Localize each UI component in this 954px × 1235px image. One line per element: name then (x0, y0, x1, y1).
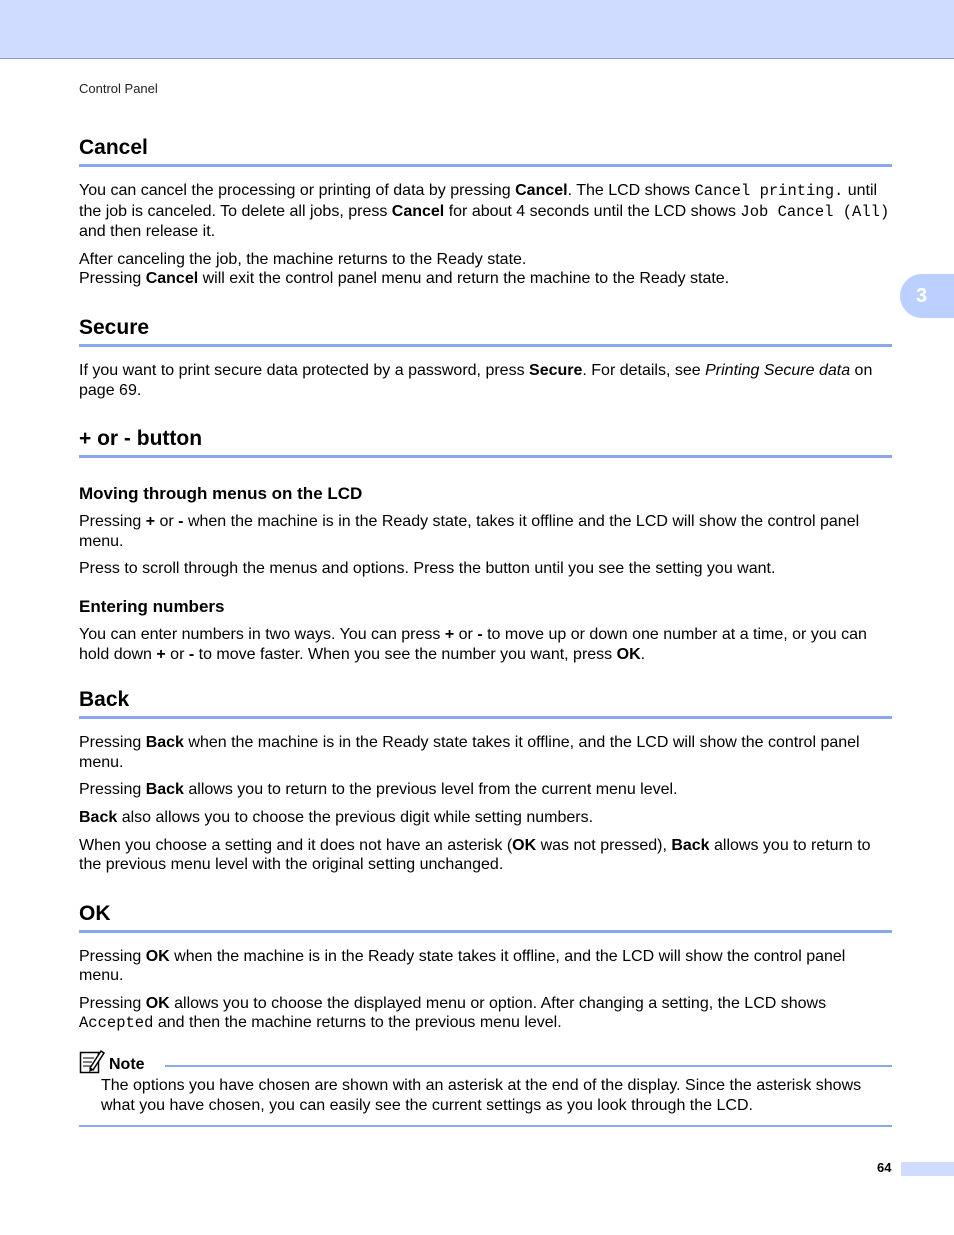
note-pencil-icon (79, 1048, 105, 1074)
note-text: The options you have chosen are shown with an asterisk at the end of the display. Since the asterisk shows what you have chosen, you can easily see the current settings as you look through the LCD. (101, 1077, 862, 1114)
paragraph: When you choose a setting and it does not have an asterisk (OK was not pressed), Back allows you to return to the previous menu level with the original setting unchanged. (79, 836, 871, 874)
lcd-text: Cancel printing. (694, 182, 844, 200)
subsection-title: Entering numbers (79, 596, 225, 616)
page-number: 64 (877, 1160, 892, 1175)
header-band (0, 0, 954, 59)
section-title-cancel: Cancel (79, 130, 892, 167)
section-plus-minus (79, 421, 892, 664)
section-secure (79, 310, 892, 400)
paragraph: Pressing + or - when the machine is in the Ready state, takes it offline and the LCD will show the control panel menu. (79, 513, 860, 550)
note-header (79, 1046, 892, 1074)
section-title-plus-minus: + or - button (79, 421, 892, 458)
subsection-title: Moving through menus on the LCD (79, 484, 363, 504)
paragraph: Pressing Back when the machine is in the Ready state takes it offline, and the LCD will show the control panel menu. (79, 734, 860, 771)
paragraph: You can cancel the processing or printing of data by pressing Cancel. The LCD shows Cancel printing. until the job is canceled. To delete all jobs, press Cancel for about 4 seconds until the LCD shows Job Cancel (All) and then release it. (79, 182, 890, 241)
chapter-number: 3 (916, 284, 928, 307)
paragraph: Back also allows you to choose the previous digit while setting numbers. (79, 808, 594, 826)
section-title-ok: OK (79, 896, 892, 933)
lcd-text: Job Cancel (All) (740, 202, 890, 221)
paragraph: Pressing OK when the machine is in the Ready state takes it offline, and the LCD will show the control panel menu. (79, 947, 846, 985)
page-content (79, 130, 892, 1148)
chapter-tab (900, 274, 954, 318)
paragraph: Pressing Back allows you to return to the previous level from the current menu level. (79, 781, 678, 799)
lcd-text: Accepted (79, 1014, 154, 1033)
section-title-secure: Secure (79, 310, 892, 347)
note-rule (165, 1065, 892, 1067)
section-ok (79, 896, 892, 1128)
paragraph: If you want to print secure data protected by a password, press Secure. For details, see Printing Secure data on page 69. (79, 361, 873, 399)
section-title-back: Back (79, 682, 892, 719)
paragraph: Pressing Cancel will exit the control panel menu and return the machine to the Ready state. (79, 270, 730, 288)
paragraph: Press to scroll through the menus and options. Press the button until you see the setting you want. (79, 560, 776, 578)
note-box (79, 1046, 892, 1127)
paragraph: You can enter numbers in two ways. You can press + or - to move up or down one number at a time, or you can hold down + or - to move faster. When you see the number you want, press OK. (79, 625, 867, 663)
section-back (79, 682, 892, 875)
paragraph: After canceling the job, the machine returns to the Ready state. (79, 250, 527, 268)
running-header: Control Panel (79, 81, 158, 96)
note-label: Note (109, 1056, 145, 1074)
section-cancel (79, 130, 892, 289)
cross-reference-link[interactable]: Printing Secure data (705, 361, 851, 379)
paragraph: Pressing OK allows you to choose the displayed menu or option. After changing a setting, the LCD shows Accepted and then the machine returns to the previous menu level. (79, 994, 827, 1033)
footer-bar (901, 1162, 954, 1176)
